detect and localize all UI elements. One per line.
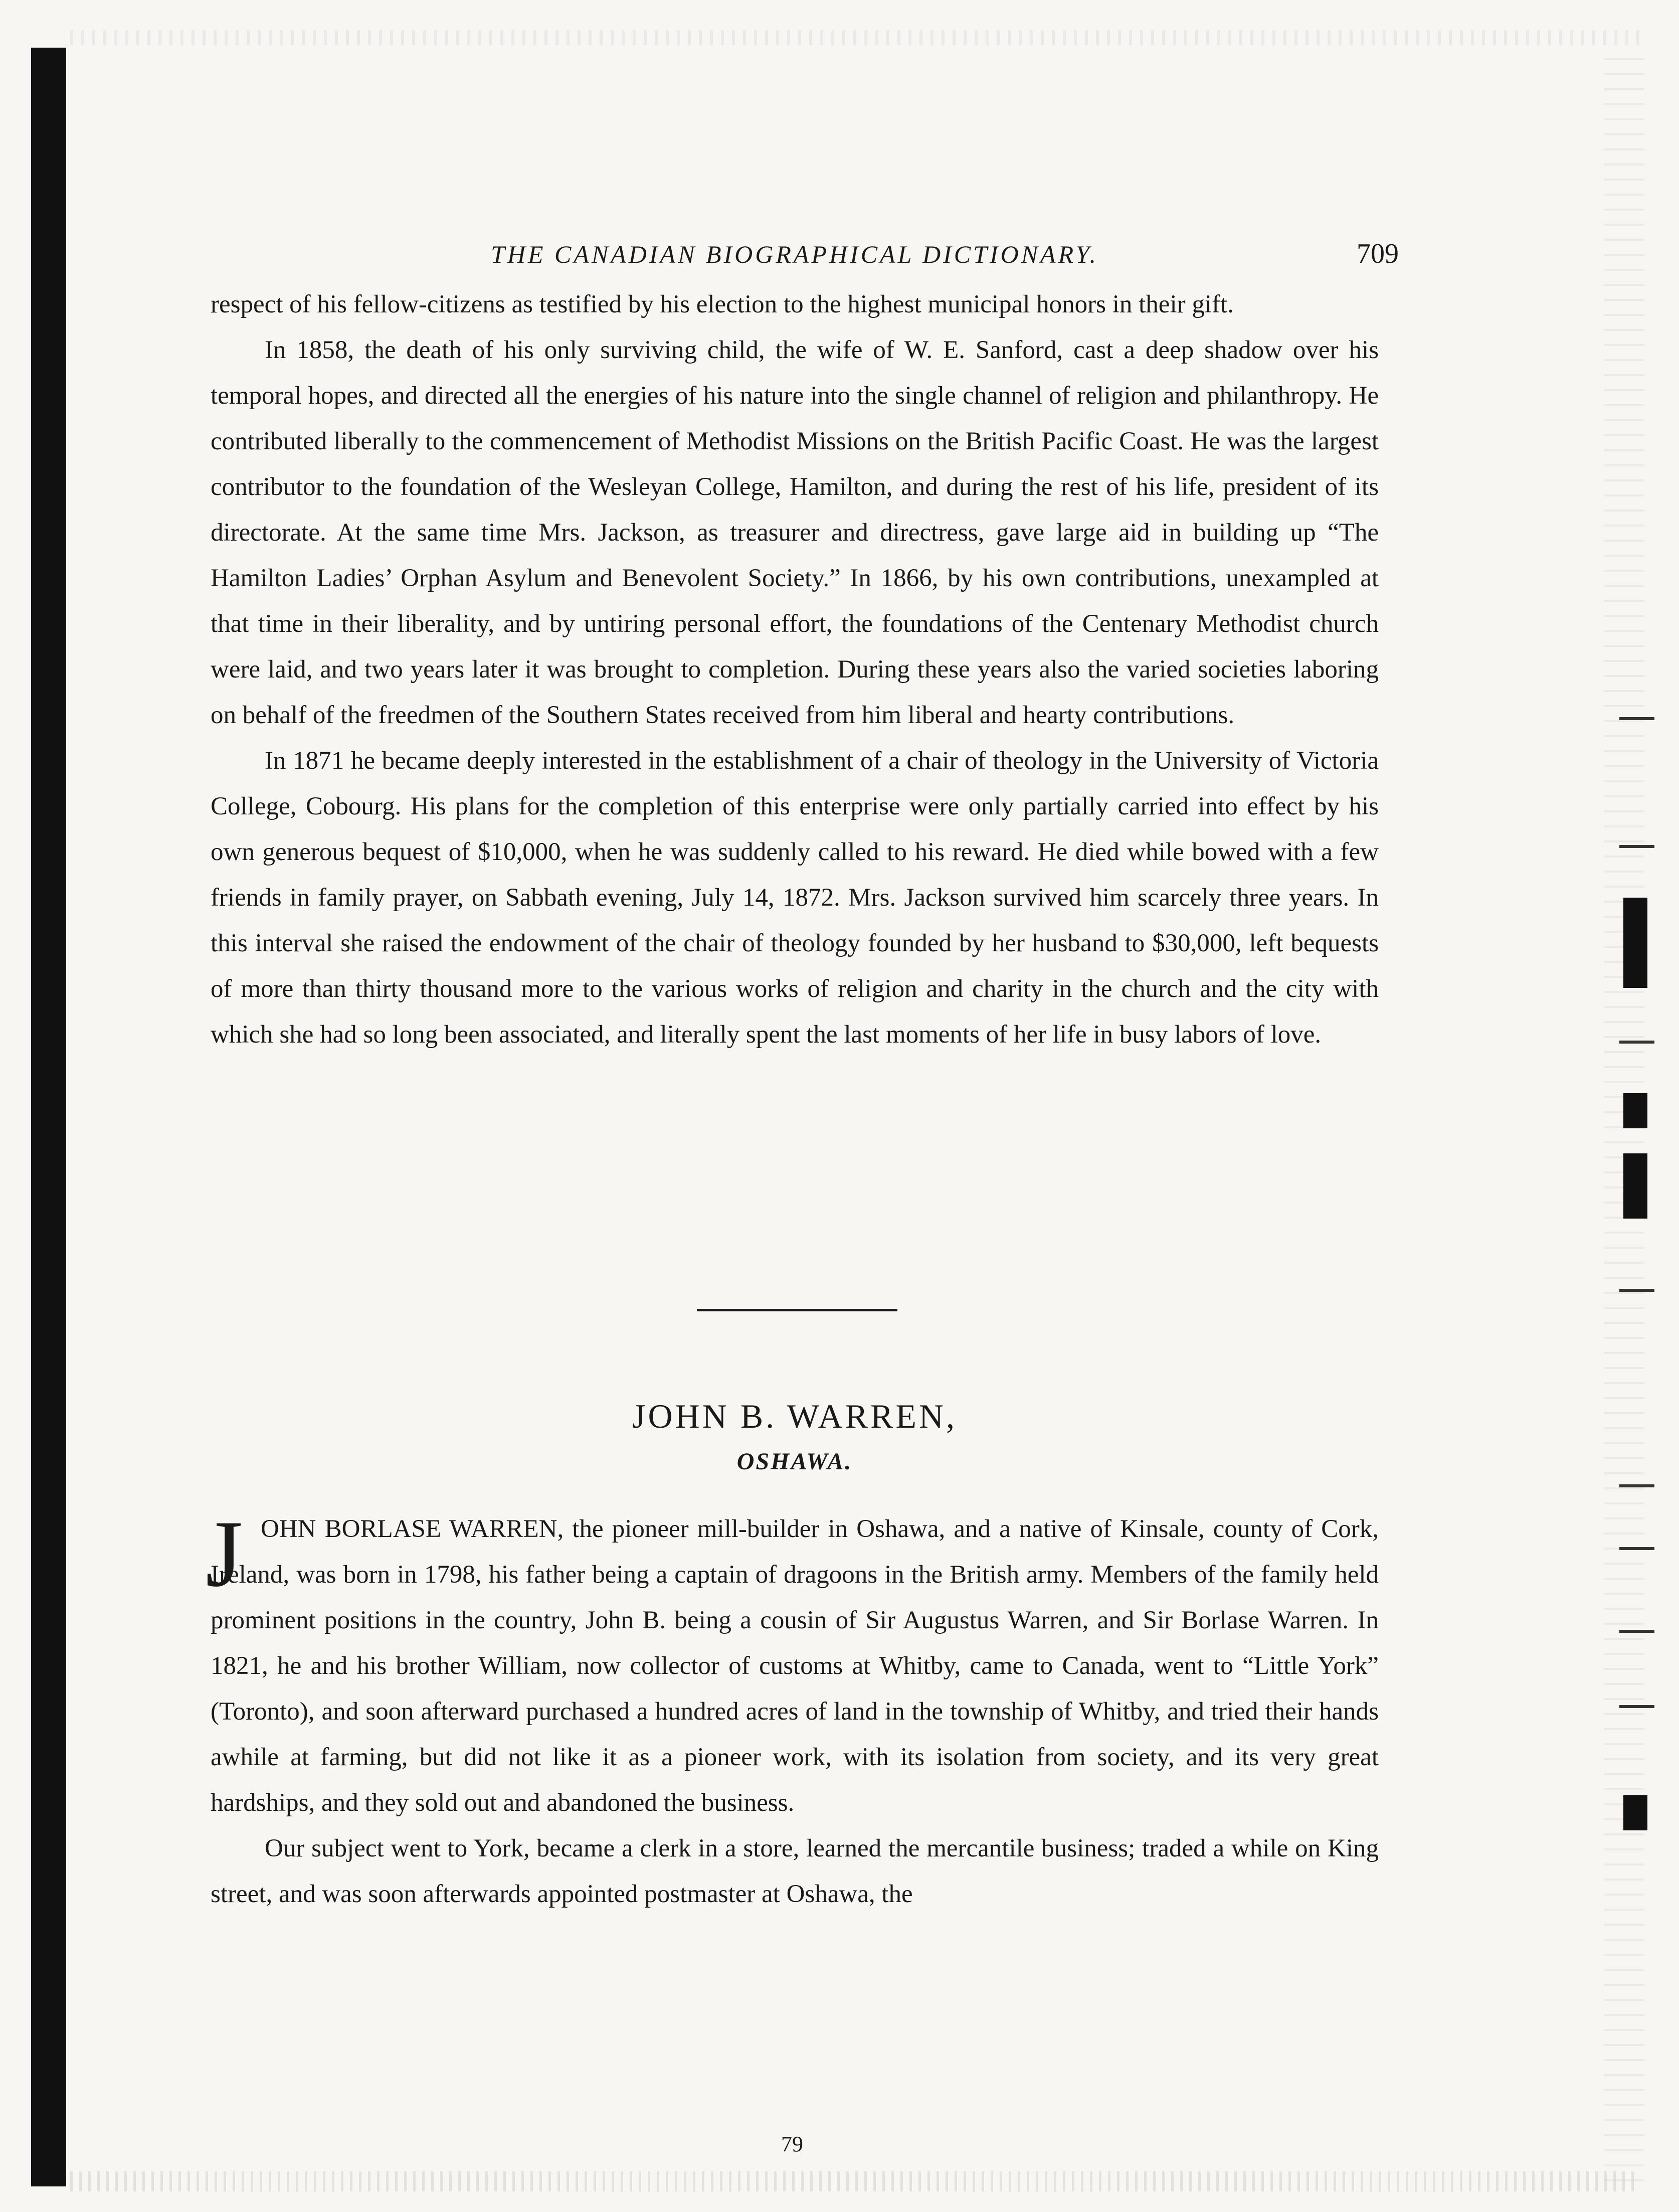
article-text xyxy=(211,1506,1379,1917)
margin-mark xyxy=(1619,717,1654,720)
page-number: 709 xyxy=(1357,238,1399,269)
margin-block xyxy=(1623,1093,1647,1128)
section-divider xyxy=(697,1309,897,1311)
paragraph: In 1858, the death of his only surviving child, the wife of W. E. Sanford, cast a deep shadow over his temporal hopes, and directed all the energies of his nature into the single channel of religion and philanthropy. He contributed liberally to the commencement of Methodist Missions on the British Pacific Coast. He was the largest contributor to the foundation of the Wesleyan College, Hamilton, and during the rest of his life, president of its directorate. At the same time Mrs. Jackson, as treasurer and directress, gave large aid in building up “The Hamilton Ladies’ Orphan Asylum and Benevolent Society.” In 1866, by his own contributions, unexampled at that time in their liberality, and by untiring personal effort, the foundations of the Centenary Methodist church were laid, and two years later it was brought to completion. During these years also the varied societies laboring on behalf of the freedmen of the Southern States received from him liberal and hearty contributions. xyxy=(211,336,1379,729)
paragraph: respect of his fellow-citizens as testified by his election to the highest municipal honors in their gift. xyxy=(211,290,1234,318)
article-title: JOHN B. WARREN, xyxy=(632,1397,958,1435)
binding-edge xyxy=(31,48,66,2186)
margin-block xyxy=(1623,1153,1647,1219)
previous-article-text xyxy=(211,282,1379,1058)
margin-block xyxy=(1623,898,1647,988)
running-title: THE CANADIAN BIOGRAPHICAL DICTIONARY. xyxy=(491,240,1098,268)
margin-mark xyxy=(1619,845,1654,848)
page-bottom-edge xyxy=(70,2171,1639,2191)
article-place: OSHAWA. xyxy=(736,1448,853,1475)
margin-mark xyxy=(1619,1705,1654,1708)
paragraph: Our subject went to York, became a clerk in a store, learned the mercantile business; traded a while on King street, and was soon afterwards appointed postmaster at Oshawa, the xyxy=(211,1834,1379,1908)
paragraph: In 1871 he became deeply interested in the establishment of a chair of theology in the University of Victoria College, Cobourg. His plans for the completion of this enterprise were only partially carried into effect by his own generous bequest of $10,000, when he was suddenly called to his reward. He died while bowed with a few friends in family prayer, on Sabbath evening, July 14, 1872. Mrs. Jackson survived him scarcely three years. In this interval she raised the endowment of the chair of theology founded by her husband to $30,000, left bequests of more than thirty thousand more to the various works of religion and charity in the church and the city with which she had so long been associated, and literally spent the last moments of her life in busy labors of love. xyxy=(211,747,1379,1049)
drop-cap: J xyxy=(206,1501,243,1607)
margin-block xyxy=(1623,1795,1647,1830)
paragraph: OHN BORLASE WARREN, the pioneer mill-builder in Oshawa, and a native of Kinsale, county of Cork, Ireland, was born in 1798, his father being a captain of dragoons in the British army. Members of the family held prominent positions in the country, John B. being a cousin of Sir Augustus Warren, and Sir Borlase Warren. In 1821, he and his brother William, now collector of customs at Whitby, came to Canada, went to “Little York” (Toronto), and soon afterward purchased a hundred acres of land in the township of Whitby, and tried their hands awhile at farming, but did not like it as a pioneer work, with its isolation from society, and its very great hardships, and they sold out and abandoned the business. xyxy=(211,1515,1379,1817)
signature-mark: 79 xyxy=(781,2132,803,2156)
margin-mark xyxy=(1619,1630,1654,1633)
margin-mark xyxy=(1619,1484,1654,1487)
page-top-edge xyxy=(70,30,1639,45)
margin-mark xyxy=(1619,1289,1654,1292)
margin-mark xyxy=(1619,1547,1654,1550)
margin-mark xyxy=(1619,1041,1654,1044)
